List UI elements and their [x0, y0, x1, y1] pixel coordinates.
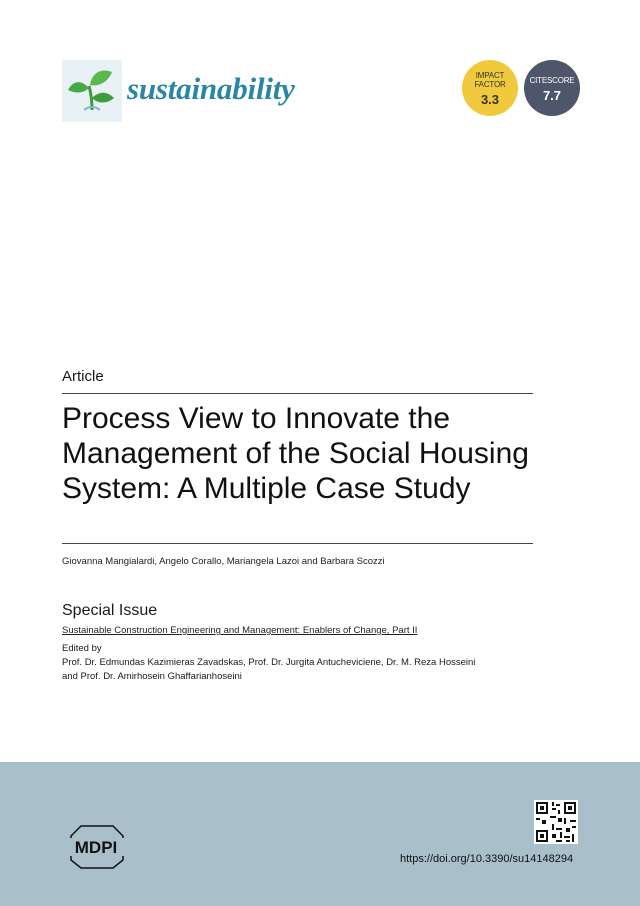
impact-factor-badge	[462, 60, 518, 116]
article-title	[62, 401, 542, 506]
editors	[62, 656, 542, 684]
special-issue-link[interactable]: Sustainable Construction Engineering and Management: Enablers of Change, Part II	[62, 625, 418, 636]
editors-line-2: and Prof. Dr. Amirhosein Ghaffarianhoseini	[62, 671, 242, 682]
divider-bottom	[62, 543, 533, 544]
editors-line-1: Prof. Dr. Edmundas Kazimieras Zavadskas, Prof. Dr. Jurgita Antucheviciene, Dr. M. Reza Hosseini	[62, 657, 476, 668]
doi-link[interactable]: https://doi.org/10.3390/su14148294	[400, 853, 574, 865]
authors: Giovanna Mangialardi, Angelo Corallo, Mariangela Lazoi and Barbara Scozzi	[62, 556, 385, 567]
citescore-value: 7.7	[542, 88, 562, 103]
publisher-name: MDPI	[74, 838, 118, 857]
citescore-label: CITESCORE	[529, 76, 575, 85]
plant-sprout-icon	[62, 60, 122, 122]
impact-factor-value: 3.3	[480, 92, 500, 107]
article-title-line-3: System: A Multiple Case Study	[62, 472, 471, 505]
divider-top	[62, 393, 533, 394]
qr-code-icon	[534, 800, 578, 844]
journal-logo	[62, 60, 122, 122]
citescore-badge	[524, 60, 580, 116]
article-title-line-1: Process View to Innovate the	[62, 402, 451, 435]
article-title-line-2: Management of the Social Housing	[62, 437, 529, 470]
article-type: Article	[62, 368, 104, 385]
mdpi-logo	[61, 822, 131, 875]
journal-name: sustainability	[127, 71, 295, 106]
special-issue-heading: Special Issue	[62, 602, 158, 619]
impact-factor-label-1: IMPACT	[475, 71, 505, 80]
edited-by-label: Edited by	[62, 643, 102, 654]
impact-factor-label-2: FACTOR	[474, 80, 506, 89]
